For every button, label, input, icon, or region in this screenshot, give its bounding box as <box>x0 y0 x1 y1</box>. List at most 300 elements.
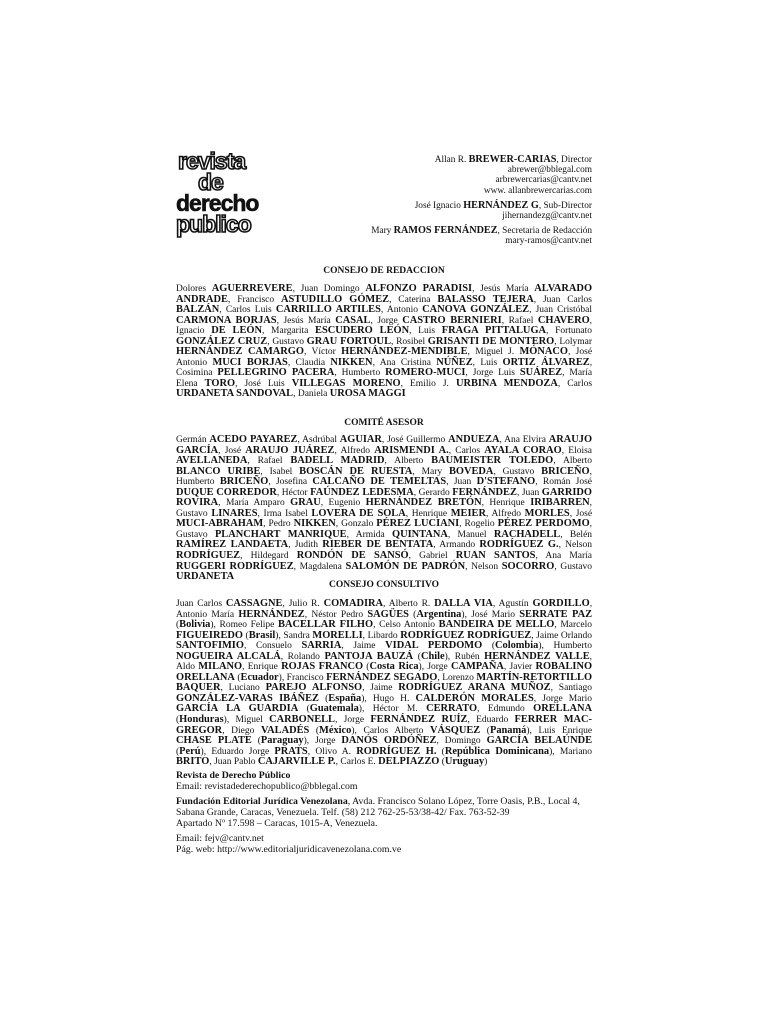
member-given-name: Alberto R. <box>388 599 431 609</box>
member-surname: PANTOJA BAUZÁ <box>324 650 414 662</box>
member-name <box>373 704 477 714</box>
member-surname: BAUMEISTER TOLEDO <box>431 455 554 467</box>
member-surname: BLANCO URIBE <box>176 465 261 477</box>
member-country: Uruguay <box>444 756 485 768</box>
member-surname: CERRATO <box>426 703 478 715</box>
member-given-name: Asdrúbal <box>302 435 337 445</box>
member-surname: DALLA VIA <box>434 598 493 609</box>
member-country: Bolivia <box>179 619 211 631</box>
member-name: Olivo A. RODRÍGUEZ H. (República Dominicana) <box>315 745 553 757</box>
member-surname: PAREJO ALFONSO <box>265 682 363 694</box>
member-given-name: Juan Carlos <box>176 599 223 609</box>
member-surname: PLANCHART MANRIQUE <box>214 528 347 540</box>
director-website[interactable]: www. allanbrewercarias.com <box>483 185 592 196</box>
member-surname: RIEBER DE BENTATA <box>322 539 434 551</box>
publisher-address-2: Sabana Grande, Caracas, Venezuela. Telf. (58) 212 762-25-53/38-42/ Fax. 763-52-39 <box>176 807 510 819</box>
member-given-name: Ana Elvira <box>504 435 546 445</box>
member-given-name: María Elena <box>176 368 593 389</box>
director-block <box>232 155 592 196</box>
member-name <box>244 379 400 389</box>
member-surname: DE LEÓN <box>211 325 262 337</box>
member-given-name: Eduardo Jorge <box>211 746 270 757</box>
member-given-name: Carlos Alberto <box>363 725 424 736</box>
member-given-name: Ana María <box>545 551 593 562</box>
member-given-name: Henrique <box>411 508 448 519</box>
member-given-name: Román José <box>542 477 593 488</box>
member-surname: GARCÍA LA GUARDIA <box>176 703 299 715</box>
member-country: Colombia <box>495 640 539 652</box>
member-name <box>176 284 293 294</box>
member-name <box>419 551 535 561</box>
member-name: Santiago GONZÁLEZ-VARAS IBÁÑEZ (España) <box>176 683 593 704</box>
member-given-name: Miguel <box>235 715 263 726</box>
member-surname: URDANETA SANDOVAL <box>176 388 294 400</box>
member-surname: VILLEGAS MORENO <box>291 377 401 389</box>
member-country: Perú <box>179 745 201 757</box>
member-surname: BRICEÑO <box>541 465 590 477</box>
member-country: Argentina <box>416 608 462 620</box>
member-surname: DUQUE CORREDOR <box>176 486 277 498</box>
member-name <box>258 456 385 466</box>
member-name <box>315 736 436 746</box>
member-name <box>344 715 468 725</box>
member-surname: ORTIZ ÁLVAREZ <box>502 356 590 368</box>
member-given-name: Gonzalo <box>341 519 374 530</box>
member-given-name: Gustavo <box>502 466 535 477</box>
member-surname: BRITO <box>176 756 210 768</box>
member-given-name: Alfredo <box>491 508 521 519</box>
member-given-name: Gustavo <box>176 529 208 540</box>
member-given-name: Héctor <box>281 487 308 498</box>
publisher-address: , Avda. Francisco Solano López, Torre Oasis, P.B., Local 4, <box>347 796 580 807</box>
member-surname: CASTRO BERNIERI <box>402 314 502 326</box>
member-surname: ORELLANA <box>533 703 593 715</box>
member-given-name: Santiago <box>558 683 593 694</box>
member-given-name: Enrique <box>247 662 278 673</box>
member-surname: VIDAL PERDOMO <box>385 640 483 652</box>
member-given-name: Luciano <box>228 683 260 694</box>
logo-line-publico: publico <box>176 211 251 237</box>
member-surname: ANDUEZA <box>448 434 500 445</box>
member-surname: URDANETA <box>176 571 235 583</box>
member-name <box>439 540 558 550</box>
member-name <box>226 305 381 315</box>
member-surname: GONZÁLEZ-VARAS IBÁÑEZ <box>176 692 319 704</box>
member-surname: MARTÍN-RETORTILLO BAQUER <box>176 671 593 694</box>
member-given-name: Henrique <box>489 498 525 509</box>
member-surname: GORDILLO <box>532 598 590 609</box>
member-given-name: Jorge <box>427 662 448 673</box>
member-name <box>176 368 334 378</box>
footer-publisher <box>176 796 616 830</box>
member-surname: BADELL MADRID <box>290 455 385 467</box>
member-surname: FERNÁNDEZ SEGADO <box>326 671 438 683</box>
member-given-name: Gabriel <box>419 551 448 562</box>
journal-email[interactable]: Email: revistadederechopublico@bblegal.com <box>176 781 358 793</box>
member-surname: VÁSQUEZ <box>429 724 481 736</box>
member-surname: URBINA MENDOZA <box>455 377 558 389</box>
member-surname: ESCUDERO LEÓN <box>315 325 410 337</box>
member-surname: BOVEDA <box>448 465 494 477</box>
publisher-email[interactable]: Email: fejv@cantv.net <box>176 833 264 844</box>
director-surname: BREWER-CARIAS <box>468 154 557 165</box>
member-name: Enrique ROJAS FRANCO (Costa Rica) <box>247 661 422 673</box>
member-name <box>301 284 472 294</box>
member-surname: NÚÑEZ <box>436 356 473 368</box>
member-name <box>489 498 589 508</box>
member-given-name: Josefina <box>275 477 308 488</box>
publisher-address-3: Apartado Nº 17.598 – Caracas, 1015-A, Venezuela. <box>176 818 378 830</box>
member-surname: HERNÁNDEZ CAMARGO <box>176 346 304 358</box>
member-surname: GONZÁLEZ CRUZ <box>176 335 268 347</box>
member-given-name: Néstor Pedro <box>311 609 364 620</box>
member-given-name: Luis Enrique <box>538 725 593 736</box>
member-surname: IRIBARREN <box>530 497 590 509</box>
member-name <box>211 747 307 757</box>
member-given-name: Humberto <box>176 477 215 488</box>
member-given-name: Eugenio <box>328 498 361 509</box>
member-name <box>341 519 459 529</box>
member-surname: FIGUEIREDO <box>176 629 243 641</box>
member-given-name: Diego <box>231 725 255 736</box>
member-name <box>298 389 406 399</box>
member-given-name: Judith <box>294 540 318 551</box>
member-given-name: Carlos <box>567 378 593 389</box>
member-name: Domingo GARCÍA BELAÚNDE (Perú) <box>176 735 593 757</box>
member-given-name: Carlos <box>455 445 481 456</box>
member-given-name: Manuel <box>457 529 487 540</box>
member-name <box>176 599 283 609</box>
member-given-name: Isabel <box>269 466 293 477</box>
member-given-name: Nelson <box>471 561 499 572</box>
member-given-name: Jaime Orlando <box>536 630 593 641</box>
member-surname: RODRÍGUEZ <box>176 550 241 562</box>
member-surname: CAJARVILLE P. <box>257 756 336 768</box>
member-list-redaccion: Dolores AGUERREVERE, Juan Domingo ALFONZO PARADISI, Jesús María ALVARADO ANDRADE, Francisco ASTUDILLO GÓMEZ, Caterina BALASSO TEJERA, Juan Carlos BALZÁN, Carlos Luis CARRILLO ARTILES, Antonio CANOVA GONZÁLEZ, Juan Cristóbal CARMONA BORJAS, Jesús María CASAL, Jorge CASTRO BERNIERI, Rafael CHAVERO, Ignacio DE LEÓN, Margarita ESCUDERO LEÓN, Luis FRAGA PITTALUGA, Fortunato GONZÁLEZ CRUZ, Gustavo GRAU FORTOUL, Rosibel GRISANTI DE MONTERO, Lolymar HERNÁNDEZ CAMARGO, Víctor HERNÁNDEZ-MENDIBLE, Miguel J. MÓNACO, José Antonio MUCI BORJAS, Claudia NIKKEN, Ana Cristina NÚÑEZ, Luis ORTIZ ÁLVAREZ, Cosimina PELLEGRINO PACERA, Humberto ROMERO-MUCI, Jorge Luis SUÁREZ, María Elena TORO, José Luis VILLEGAS MORENO, Emilio J. URBINA MENDOZA, Carlos URDANETA SANDOVAL, Daniela UROSA MAGGI <box>176 283 593 400</box>
member-given-name: Lolymar <box>559 336 593 347</box>
member-surname: ARAUJO JUÁREZ <box>245 444 335 456</box>
member-name <box>276 477 446 487</box>
member-surname: LOVERA DE SOLA <box>311 507 406 519</box>
member-name <box>342 368 466 378</box>
member-given-name: Gustavo <box>176 508 208 519</box>
member-given-name: Gerardo <box>418 487 450 498</box>
member-surname: ROMERO-MUCI <box>385 367 466 379</box>
member-surname: NIKKEN <box>330 356 373 368</box>
member-name: Carlos Alberto VÁSQUEZ (Panamá) <box>363 724 530 736</box>
member-given-name: Humberto <box>553 641 593 652</box>
member-given-name: Rafael <box>508 315 534 326</box>
member-surname: CALCAÑO DE TEMELTAS <box>312 476 447 488</box>
member-given-name: Libardo <box>367 630 398 641</box>
subdirector-line <box>232 201 592 211</box>
member-surname: SOCORRO <box>501 560 555 572</box>
member-surname: RONDÓN DE SANSÓ <box>296 550 409 562</box>
member-surname: MORELLI <box>312 629 363 641</box>
member-name <box>465 519 590 529</box>
member-surname: LINARES <box>211 507 258 519</box>
member-given-name: Gustavo <box>272 336 304 347</box>
member-country: España <box>328 692 362 704</box>
logo-line-derecho: derecho <box>176 190 259 216</box>
member-name <box>283 631 362 641</box>
member-given-name: Luis <box>480 357 498 368</box>
member-surname: ASTUDILLO GÓMEZ <box>280 293 390 305</box>
member-given-name: Armida <box>355 529 385 540</box>
member-given-name: Jorge <box>377 315 398 326</box>
member-name <box>389 599 493 609</box>
member-surname: COMADIRA <box>323 598 384 609</box>
member-surname: FERNÁNDEZ RUÍZ <box>370 714 468 726</box>
member-surname: MEIER <box>450 507 486 519</box>
member-name <box>214 757 336 767</box>
member-given-name: Ignacio <box>176 326 205 337</box>
member-country: Guatemala <box>309 703 359 715</box>
section-title-asesor: COMITÉ ASESOR <box>344 418 424 428</box>
director-email-2[interactable]: arbrewercarias@cantv.net <box>495 175 592 186</box>
member-given-name: Rolando <box>287 651 320 662</box>
member-surname: GARRIDO ROVIRA <box>176 486 592 509</box>
member-given-name: Armando <box>439 540 476 551</box>
member-name <box>311 347 467 357</box>
member-given-name: Jaime <box>353 641 376 652</box>
member-given-name: Germán <box>176 435 207 445</box>
member-name <box>176 326 262 336</box>
member-name <box>454 477 535 487</box>
member-surname: RODRÍGUEZ G. <box>479 539 559 551</box>
member-list-consultivo: Juan Carlos CASSAGNE, Julio R. COMADIRA, Alberto R. DALLA VIA, Agustín GORDILLO, Antonio María HERNÁNDEZ, Néstor Pedro SAGÜES (Argentina), José Mario SERRATE PAZ (Bolivia), Romeo Felipe BACELLAR FILHO, Celso Antonio BANDEIRA DE MELLO, Marcelo FIGUEIREDO (Brasil), Sandra MORELLI, Libardo RODRÍGUEZ RODRÍGUEZ, Jaime Orlando SANTOFIMIO, Consuelo SARRIA, Jaime VIDAL PERDOMO (Colombia), Humberto NOGUEIRA ALCALÁ, Rolando PANTOJA BAUZÁ (Chile), Rubén HERNÁNDEZ VALLE, Aldo MILANO, Enrique ROJAS FRANCO (Costa Rica), Jorge CAMPAÑA, Javier ROBALINO ORELLANA (Ecuador), Francisco FERNÁNDEZ SEGADO, Lorenzo MARTÍN-RETORTILLO BAQUER, Luciano PAREJO ALFONSO, Jaime RODRÍGUEZ ARANA MUÑOZ, Santiago GONZÁLEZ-VARAS IBÁÑEZ (España), Hugo H. CALDERÓN MORALES, Jorge Mario GARCÍA LA GUARDIA (Guatemala), Héctor M. CERRATO, Edmundo ORELLANA (Honduras), Miguel CARBONELL, Jorge FERNÁNDEZ RUÍZ, Eduardo FERRER MAC-GREGOR, Diego VALADÉS (México), Carlos Alberto VÁSQUEZ (Panamá), Luis Enrique CHASE PLATE (Paraguay), Jorge DANÓS ORDÓÑEZ, Domingo GARCÍA BELAÚNDE (Perú), Eduardo Jorge PRATS, Olivo A. RODRÍGUEZ H. (República Dominicana), Mariano BRITO, Juan Pablo CAJARVILLE P., Carlos E. DELPIAZZO (Uruguay) <box>176 598 593 768</box>
publisher-website[interactable]: Pág. web: http://www.editorialjuridicavenezolana.com.ve <box>176 844 402 856</box>
member-surname: SUÁREZ <box>519 367 563 379</box>
member-given-name: Hugo H. <box>372 693 410 704</box>
member-given-name: Jorge Luis <box>472 368 515 379</box>
member-name <box>176 435 297 445</box>
member-name <box>387 305 529 315</box>
member-surname: FAÚNDEZ LEDESMA <box>310 486 414 498</box>
member-surname: FERNÁNDEZ <box>452 486 517 498</box>
secretary-role: , Secretaria de Redacción <box>497 226 592 237</box>
member-name: Néstor Pedro SAGÜES (Argentina) <box>311 608 465 620</box>
member-country: Brasil <box>248 629 276 641</box>
subdirector-role: , Sub-Director <box>538 200 592 211</box>
member-surname: CARBONELL <box>269 714 335 726</box>
member-surname: CHASE PLATE <box>176 735 252 747</box>
member-name <box>387 435 499 445</box>
member-name <box>368 631 532 641</box>
member-given-name: Jorge <box>315 736 336 747</box>
member-surname: ACEDO PAYAREZ <box>209 434 298 445</box>
member-surname: FRAGA PITTALUGA <box>441 325 547 337</box>
member-surname: GRISANTI DE MONTERO <box>427 335 555 347</box>
member-surname: ALFONZO PARADISI <box>365 283 473 294</box>
member-given-name: Miguel J. <box>475 347 515 358</box>
member-country: Chile <box>420 650 445 662</box>
member-name <box>220 620 374 630</box>
member-name <box>329 498 482 508</box>
member-given-name: Gustavo <box>560 561 593 572</box>
member-given-name: Jaime <box>370 683 393 694</box>
member-given-name: José Guillermo <box>387 435 446 445</box>
member-surname: HERNÁNDEZ BRETÓN <box>365 497 482 509</box>
member-given-name: Aldo <box>176 662 195 673</box>
member-given-name: Javier <box>509 662 533 673</box>
member-surname: DANÓS ORDÓÑEZ <box>341 735 437 747</box>
member-given-name: Marcelo <box>560 620 593 631</box>
member-given-name: Juan Carlos <box>542 294 592 305</box>
member-surname: QUINTANA <box>392 528 448 540</box>
member-surname: TORO <box>204 377 236 389</box>
member-surname: AGUIAR <box>339 434 382 445</box>
member-surname: MUCI BORJAS <box>212 356 288 368</box>
member-surname: NOGUEIRA ALCALÁ <box>176 650 281 662</box>
member-given-name: Fortunato <box>555 326 593 337</box>
member-surname: ARAUJO GARCÍA <box>176 434 593 456</box>
member-country: Paraguay <box>260 735 304 747</box>
member-surname: SARRIA <box>301 640 342 652</box>
member-name <box>289 599 383 609</box>
member-surname: MÓNACO <box>519 346 568 358</box>
journal-name-text: Revista de Derecho Público <box>176 770 291 781</box>
member-given-name: Nelson <box>565 540 593 551</box>
member-surname: SERRATE PAZ <box>519 608 593 620</box>
member-name: Marcelo FIGUEIREDO (Brasil) <box>176 620 593 641</box>
member-name <box>256 641 341 651</box>
logo-line-de: de <box>198 169 223 195</box>
member-surname: GARCÍA BELAÚNDE <box>486 735 593 747</box>
member-given-name: Jesús María <box>283 315 331 326</box>
member-name <box>499 599 590 609</box>
member-surname: BANDEIRA DE MELLO <box>438 619 555 631</box>
member-given-name: Celso Antonio <box>379 620 436 631</box>
member-surname: HERNÁNDEZ-MENDIBLE <box>341 346 468 358</box>
footer-contact <box>176 833 616 855</box>
subdirector-first-name: José Ignacio <box>414 200 461 211</box>
member-surname: BOSCÁN DE RUESTA <box>299 465 413 477</box>
logo-line-revista: revista <box>178 148 246 174</box>
member-given-name: Julio R. <box>288 599 320 609</box>
member-given-name: Eduardo <box>476 715 509 726</box>
member-given-name: Pedro <box>268 519 291 530</box>
member-given-name: Ana Cristina <box>379 357 431 368</box>
member-given-name: Romeo Felipe <box>219 620 275 631</box>
member-surname: NIKKEN <box>293 518 336 530</box>
subdirector-block <box>232 201 592 221</box>
subdirector-email[interactable]: jihernandezg@cantv.net <box>502 211 592 222</box>
member-given-name: Daniela <box>297 389 328 400</box>
member-surname: AYALA CORAO <box>484 444 562 456</box>
member-name <box>226 498 321 508</box>
member-given-name: Jorge <box>343 715 365 726</box>
member-surname: RUAN SANTOS <box>455 550 536 562</box>
member-name <box>300 562 465 572</box>
member-surname: FERRER MAC-GREGOR <box>176 714 593 736</box>
member-country: República Dominicana <box>444 745 550 757</box>
member-surname: SALOMÓN DE PADRÓN <box>345 560 466 572</box>
member-given-name: Francisco <box>286 672 324 683</box>
member-surname: ROBALINO ORELLANA <box>176 661 593 683</box>
member-name <box>340 446 448 456</box>
member-country: Honduras <box>179 714 224 726</box>
member-name: José Mario SERRATE PAZ (Bolivia) <box>176 608 593 631</box>
member-country: Ecuador <box>240 671 279 683</box>
member-surname: MORLES <box>524 507 570 519</box>
member-surname: RAMÍREZ LANDAETA <box>176 539 289 551</box>
member-given-name: Mariano <box>559 746 593 757</box>
publisher-name: Fundación Editorial Jurídica Venezolana <box>176 796 348 807</box>
member-surname: PÉREZ LUCIANI <box>376 518 460 530</box>
member-name <box>176 477 268 487</box>
member-given-name: Olivo A. <box>315 746 351 757</box>
member-surname: RACHADELL <box>493 528 561 540</box>
member-given-name: José Luis <box>244 378 285 389</box>
director-role: , Director <box>556 155 592 165</box>
section-title-redaccion: CONSEJO DE REDACCION <box>323 266 445 276</box>
editorial-staff <box>232 155 592 252</box>
member-surname: RUGGERI RODRÍGUEZ <box>176 560 294 572</box>
member-surname: HERNÁNDEZ <box>238 608 305 620</box>
member-given-name: José Antonio <box>176 347 593 368</box>
member-name <box>251 551 409 561</box>
member-surname: VALADÉS <box>260 724 310 736</box>
director-first-name: Allan R. <box>434 155 467 165</box>
member-name <box>271 326 409 336</box>
director-email[interactable]: abrewer@bblegal.com <box>507 165 592 176</box>
member-surname: RODRÍGUEZ H. <box>356 745 437 757</box>
member-surname: ARISMENDI A. <box>374 444 449 456</box>
member-surname: MILANO <box>198 661 243 673</box>
member-surname: ALVARADO ANDRADE <box>176 283 593 305</box>
secretary-email[interactable]: mary-ramos@cantv.net <box>505 236 592 247</box>
member-surname: RODRÍGUEZ ARANA MUÑOZ <box>398 682 551 694</box>
member-name <box>475 347 568 357</box>
member-name: Luis Enrique CHASE PLATE (Paraguay) <box>176 725 593 747</box>
secretary-surname: RAMOS FERNÁNDEZ <box>393 225 498 237</box>
member-given-name: Rogelio <box>464 519 495 530</box>
member-surname: AGUERREVERE <box>211 283 293 294</box>
member-given-name: Francisco <box>237 294 275 305</box>
member-given-name: Jorge Mario <box>542 693 592 704</box>
member-given-name: Rafael <box>257 456 283 467</box>
footer-journal <box>176 770 616 792</box>
member-country: Costa Rica <box>369 661 419 673</box>
member-given-name: José <box>224 445 242 456</box>
member-surname: GRAU <box>290 497 321 509</box>
member-surname: CASAL <box>335 314 371 326</box>
member-given-name: Humberto <box>341 368 381 379</box>
member-surname: UROSA MAGGI <box>329 388 406 400</box>
member-name <box>455 446 561 456</box>
member-given-name: Antonio <box>386 305 418 316</box>
member-given-name: Consuelo <box>255 641 292 652</box>
member-given-name: Edmundo <box>487 704 525 715</box>
member-given-name: Antonio María <box>176 609 235 620</box>
member-surname: BALASSO TEJERA <box>437 293 534 305</box>
member-given-name: Rosibel <box>396 336 426 347</box>
member-given-name: María Amparo <box>225 498 285 509</box>
member-name: Jaime VIDAL PERDOMO (Colombia) <box>353 640 542 652</box>
member-given-name: Juan Pablo <box>214 757 256 768</box>
member-surname: HERNÁNDEZ VALLE <box>484 650 590 662</box>
member-surname: SANTOFIMIO <box>176 640 244 652</box>
member-given-name: Emilio J. <box>409 378 449 389</box>
member-surname: CARMONA BORJAS <box>176 314 277 326</box>
member-name <box>379 620 554 630</box>
member-given-name: Margarita <box>271 326 309 337</box>
member-surname: AVELLANEDA <box>176 455 248 467</box>
member-given-name: Jesús María <box>480 284 529 294</box>
member-given-name: Hildegard <box>250 551 289 562</box>
member-given-name: Juan <box>453 477 472 488</box>
